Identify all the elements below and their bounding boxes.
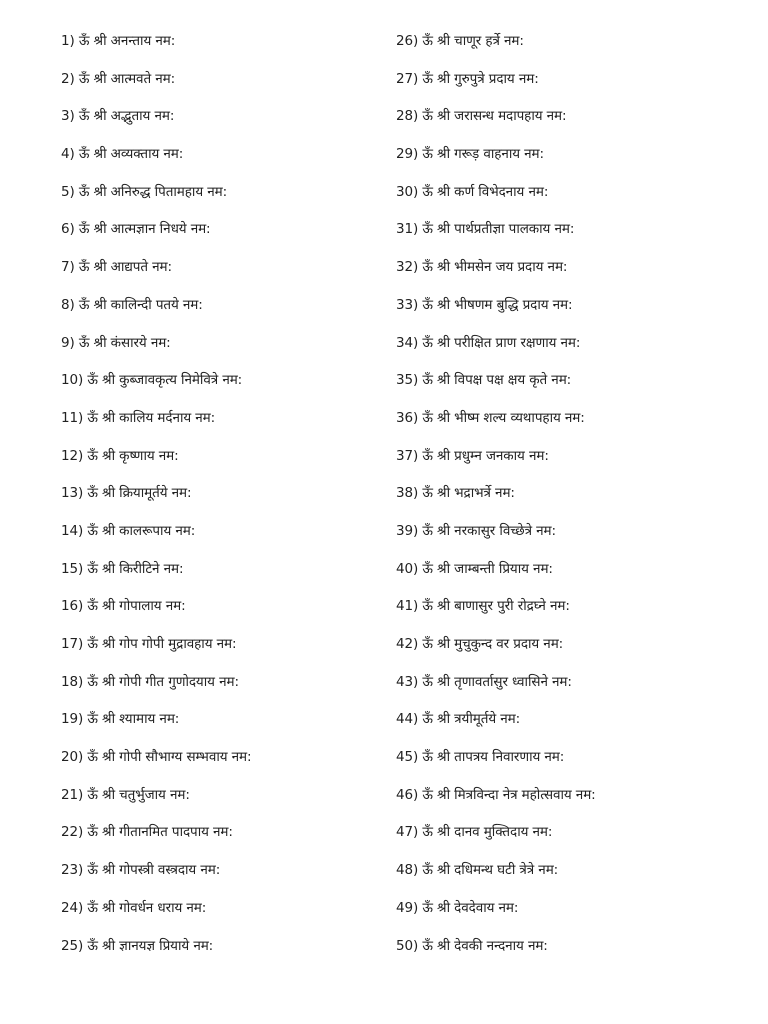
list-item: 33) ऊँ श्री भीषणम बुद्धि प्रदाय नम: bbox=[396, 296, 573, 313]
list-item: 45) ऊँ श्री तापत्रय निवारणाय नम: bbox=[396, 749, 565, 766]
list-item: 19) ऊँ श्री श्यामाय नम: bbox=[61, 711, 180, 728]
list-item: 34) ऊँ श्री परीक्षित प्राण रक्षणाय नम: bbox=[396, 334, 581, 351]
list-item: 37) ऊँ श्री प्रधुम्न जनकाय नम: bbox=[396, 447, 549, 464]
list-item: 13) ऊँ श्री क्रियामूर्तये नम: bbox=[61, 485, 192, 502]
list-item: 41) ऊँ श्री बाणासुर पुरी रोद्रघ्ने नम: bbox=[396, 598, 570, 615]
list-item: 18) ऊँ श्री गोपी गीत गुणोदयाय नम: bbox=[61, 673, 239, 690]
list-item: 1) ऊँ श्री अनन्ताय नम: bbox=[61, 33, 176, 49]
list-item: 12) ऊँ श्री कृष्णाय नम: bbox=[61, 447, 179, 464]
list-item: 32) ऊँ श्री भीमसेन जय प्रदाय नम: bbox=[396, 259, 568, 276]
list-item: 25) ऊँ श्री ज्ञानयज्ञ प्रियाये नम: bbox=[61, 937, 214, 954]
list-item: 8) ऊँ श्री कालिन्दी पतये नम: bbox=[61, 296, 203, 313]
list-item: 23) ऊँ श्री गोपस्त्री वस्त्रदाय नम: bbox=[61, 862, 221, 879]
names-list-left bbox=[61, 28, 381, 970]
list-item: 6) ऊँ श्री आत्मज्ञान निधये नम: bbox=[61, 221, 211, 238]
list-item: 24) ऊँ श्री गोवर्धन धराय नम: bbox=[61, 899, 207, 916]
list-item: 36) ऊँ श्री भीष्म शल्य व्यथापहाय नम: bbox=[396, 409, 585, 426]
list-item: 44) ऊँ श्री त्रयीमूर्तये नम: bbox=[396, 711, 521, 728]
list-item: 11) ऊँ श्री कालिय मर्दनाय नम: bbox=[61, 409, 216, 426]
names-list-right bbox=[396, 28, 756, 970]
list-item: 47) ऊँ श्री दानव मुक्तिदाय नम: bbox=[396, 824, 553, 841]
list-item: 38) ऊँ श्री भद्राभर्त्रे नम: bbox=[396, 485, 515, 502]
list-item: 9) ऊँ श्री कंसारये नम: bbox=[61, 334, 171, 351]
list-item: 35) ऊँ श्री विपक्ष पक्ष क्षय कृते नम: bbox=[396, 372, 572, 389]
list-item: 21) ऊँ श्री चतुर्भुजाय नम: bbox=[61, 786, 190, 803]
list-item: 48) ऊँ श्री दधिमन्थ घटी त्रेत्रे नम: bbox=[396, 862, 559, 879]
list-item: 26) ऊँ श्री चाणूर हर्त्रे नम: bbox=[396, 33, 524, 49]
list-item: 4) ऊँ श्री अव्यक्ताय नम: bbox=[61, 146, 184, 163]
list-item: 10) ऊँ श्री कुब्जावकृत्य निमेवित्रे नम: bbox=[61, 372, 243, 389]
list-item: 31) ऊँ श्री पार्थप्रतीज्ञा पालकाय नम: bbox=[396, 221, 575, 238]
list-item: 50) ऊँ श्री देवकी नन्दनाय नम: bbox=[396, 937, 548, 954]
list-item: 3) ऊँ श्री अद्भुताय नम: bbox=[61, 108, 175, 125]
list-item: 17) ऊँ श्री गोप गोपी मुद्रावहाय नम: bbox=[61, 636, 237, 652]
list-item: 40) ऊँ श्री जाम्बन्ती प्रियाय नम: bbox=[396, 560, 553, 577]
list-item: 28) ऊँ श्री जरासन्ध मदापहाय नम: bbox=[396, 108, 567, 125]
list-item: 30) ऊँ श्री कर्ण विभेदनाय नम: bbox=[396, 183, 549, 200]
list-item: 49) ऊँ श्री देवदेवाय नम: bbox=[396, 899, 519, 916]
list-item: 14) ऊँ श्री कालरूपाय नम: bbox=[61, 522, 196, 539]
list-item: 39) ऊँ श्री नरकासुर विच्छेत्रे नम: bbox=[396, 522, 556, 539]
list-item: 42) ऊँ श्री मुचुकुन्द वर प्रदाय नम: bbox=[396, 636, 564, 652]
list-item: 2) ऊँ श्री आत्मवते नम: bbox=[61, 70, 176, 87]
list-item: 7) ऊँ श्री आद्यपते नम: bbox=[61, 259, 172, 276]
list-item: 22) ऊँ श्री गीतानमित पादपाय नम: bbox=[61, 824, 233, 841]
list-item: 43) ऊँ श्री तृणावर्तासुर ध्वासिने नम: bbox=[396, 673, 572, 690]
list-item: 29) ऊँ श्री गरूड़ वाहनाय नम: bbox=[396, 146, 544, 163]
list-item: 15) ऊँ श्री किरीटिने नम: bbox=[61, 560, 184, 577]
list-item: 16) ऊँ श्री गोपालाय नम: bbox=[61, 598, 186, 615]
list-item: 46) ऊँ श्री मित्रविन्दा नेत्र महोत्सवाय नम: bbox=[396, 786, 596, 803]
list-item: 27) ऊँ श्री गुरुपुत्रे प्रदाय नम: bbox=[396, 70, 539, 87]
list-item: 5) ऊँ श्री अनिरुद्ध पितामहाय नम: bbox=[61, 183, 228, 200]
list-item: 20) ऊँ श्री गोपी सौभाग्य सम्भवाय नम: bbox=[61, 749, 252, 766]
